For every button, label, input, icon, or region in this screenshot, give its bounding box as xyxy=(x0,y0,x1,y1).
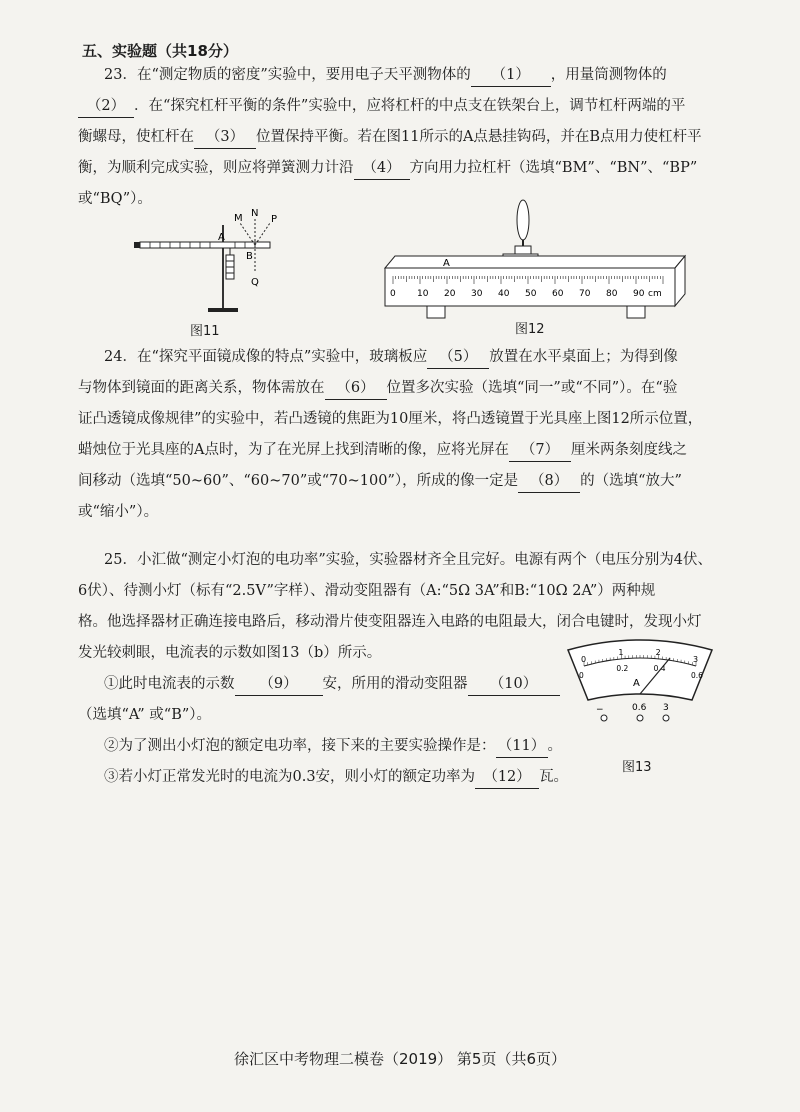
blank-6: （6） xyxy=(325,377,387,400)
meter-outer-label: 2 xyxy=(655,648,661,658)
q23-text: 或“BQ”）。 xyxy=(78,191,152,207)
ruler-unit: cm xyxy=(648,289,662,299)
ruler-label: 90 xyxy=(633,289,645,299)
q23-text: 衡螺母，使杠杆在 xyxy=(78,129,194,145)
figure-12-caption: 图12 xyxy=(515,322,545,337)
figure-13-ammeter xyxy=(560,632,720,740)
q25-text: 。 xyxy=(547,738,562,754)
blank-11: （11） xyxy=(496,735,548,758)
q24-text: 蜡烛位于光具座的A点时，为了在光屏上找到清晰的像，应将光屏在 xyxy=(78,442,509,458)
figure-11-lever xyxy=(130,205,300,315)
q24-text: 厘米两条刻度线之 xyxy=(570,442,687,458)
label-A: A xyxy=(218,232,225,243)
q23-text: ．在“探究杠杆平衡的条件”实验中，应将杠杆的中点支在铁架台上，调节杠杆两端的平 xyxy=(134,98,686,114)
blank-8: （8） xyxy=(518,470,580,493)
page-footer: 徐汇区中考物理二模卷（2019） 第5页（共6页） xyxy=(233,1050,567,1068)
q23-text: ，用量筒测物体的 xyxy=(550,67,667,83)
figure-13-caption: 图13 xyxy=(622,760,652,775)
q25-text: 瓦。 xyxy=(539,769,569,785)
q25-text: （选填“A” 或“B”）。 xyxy=(78,707,212,723)
blank-3: （3） xyxy=(194,126,256,149)
q24-text: 或“缩小”）。 xyxy=(78,504,159,520)
figure-12-optical-bench xyxy=(375,198,695,333)
q24-text: 与物体到镜面的距离关系，物体需放在 xyxy=(78,380,325,396)
q24-text: 的（选填“放大” xyxy=(580,473,682,489)
question-23 xyxy=(78,60,734,215)
blank-4: （4） xyxy=(354,157,410,180)
figure-11-caption: 图11 xyxy=(190,324,220,339)
q24-text: 放置在水平桌面上；为得到像 xyxy=(489,349,678,365)
ruler-label: 80 xyxy=(606,289,618,299)
blank-1: （1） xyxy=(471,64,551,87)
label-N: N xyxy=(251,208,259,219)
q25-text: 25．小汇做“测定小灯泡的电功率”实验，实验器材齐全且完好。电源有两个（电压分别为4伏、 xyxy=(104,552,712,568)
meter-outer-label: 0 xyxy=(581,655,587,664)
point-A-label: A xyxy=(443,258,450,269)
ruler-label: 60 xyxy=(552,289,564,299)
meter-inner-label: 0.6 xyxy=(691,671,703,680)
meter-inner-label: 0 xyxy=(579,671,584,680)
q25-text: 6伏）、待测小灯（标有“2.5V”字样）、滑动变阻器有（A:“5Ω 3A”和B:“10Ω 2A”）两种规 xyxy=(78,583,656,599)
q25-text: ③若小灯正常发光时的电流为0.3安，则小灯的额定功率为 xyxy=(104,769,476,785)
terminal-3: 3 xyxy=(663,703,669,713)
meter-inner-label: 0.2 xyxy=(616,664,629,674)
ruler-label: 0 xyxy=(390,289,396,299)
blank-7: （7） xyxy=(509,439,571,462)
q25-text: ①此时电流表的示数 xyxy=(104,676,235,692)
q25-text: ②为了测出小灯泡的额定电功率，接下来的主要实验操作是： xyxy=(104,738,496,754)
meter-outer-label: 3 xyxy=(693,655,699,664)
label-P: P xyxy=(271,214,278,225)
q23-text: 位置保持平衡。若在图11所示的A点悬挂钩码，并在B点用力使杠杆平 xyxy=(256,129,702,145)
section-title: 五、实验题（共18分） xyxy=(82,42,238,60)
q23-text: 衡，为顺利完成实验，则应将弹簧测力计沿 xyxy=(78,160,354,176)
q23-text: 23．在“测定物质的密度”实验中，要用电子天平测物体的 xyxy=(104,67,471,83)
blank-2: （2） xyxy=(78,95,134,118)
q24-text: 间移动（选填“50~60”、“60~70”或“70~100”），所成的像一定是 xyxy=(78,473,519,489)
q24-text: 位置多次实验（选填“同一”或“不同”）。在“验 xyxy=(386,380,678,396)
ruler-label: 40 xyxy=(498,289,510,299)
label-Q: Q xyxy=(251,277,259,288)
meter-symbol: A xyxy=(633,678,640,689)
q25-text: 发光较刺眼，电流表的示数如图13（b）所示。 xyxy=(78,645,382,661)
ruler-label: 10 xyxy=(417,289,429,299)
label-B: B xyxy=(246,251,253,262)
q24-text: 24．在“探究平面镜成像的特点”实验中，玻璃板应 xyxy=(104,349,428,365)
q25-text: 安，所用的滑动变阻器 xyxy=(322,676,468,692)
terminal-negative: − xyxy=(596,705,604,715)
blank-10: （10） xyxy=(468,673,560,696)
question-25-subparts xyxy=(78,669,569,793)
ruler-label: 30 xyxy=(471,289,483,299)
ruler-label: 70 xyxy=(579,289,591,299)
q25-text: 格。他选择器材正确连接电路后，移动滑片使变阻器连入电路的电阻最大，闭合电键时，发现小灯 xyxy=(78,614,702,630)
terminal-0-6: 0.6 xyxy=(632,703,647,713)
meter-outer-label: 1 xyxy=(618,648,624,658)
q24-text: 证凸透镜成像规律”的实验中，若凸透镜的焦距为10厘米，将凸透镜置于光具座上图12所示位置， xyxy=(78,411,703,427)
meter-inner-label: 0.4 xyxy=(653,664,666,674)
blank-12: （12） xyxy=(475,766,539,789)
ruler-label: 50 xyxy=(525,289,537,299)
q23-text: 方向用力拉杠杆（选填“BM”、“BN”、“BP” xyxy=(409,160,698,176)
blank-5: （5） xyxy=(427,346,489,369)
blank-9: （9） xyxy=(235,673,323,696)
ruler-label: 20 xyxy=(444,289,456,299)
label-M: M xyxy=(234,213,243,224)
question-24 xyxy=(78,342,734,528)
